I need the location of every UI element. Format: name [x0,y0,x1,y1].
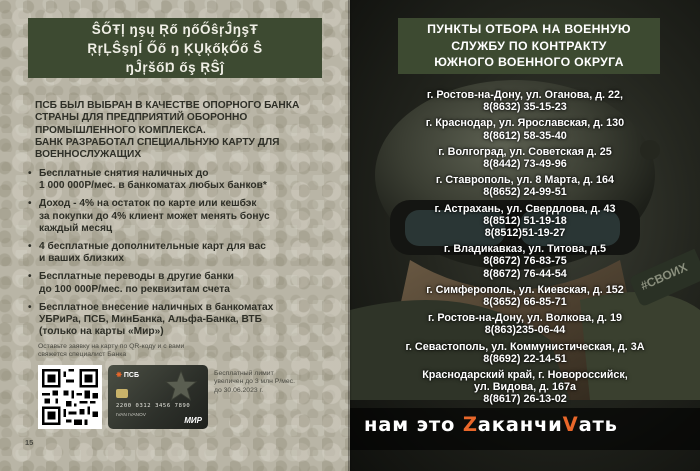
bullet-icon: • [28,198,32,210]
benefit-item [27,271,327,295]
qr-note [38,343,258,360]
benefit-item [27,198,327,235]
address-item [350,146,700,170]
benefits-list [27,168,327,344]
address-line: г. Севастополь, ул. Коммунистическая, д. 3А [405,340,645,353]
bank-logo-text: ПСБ [123,372,139,379]
left-banner-line: ŋĴŗšőŊ őş ŖŜĵ [125,60,225,75]
benefit-line: (только на карты «Мир») [39,326,164,338]
phone-line: 8(8442) 73-49-96 [483,158,567,171]
slogan-accent: Z [462,413,478,436]
benefit-line: Бесплатное внесение наличных в банкоматах [39,301,274,313]
bullet-icon: • [28,301,32,313]
card-number: 2200 0312 3456 7890 [116,403,191,409]
phone-line: 8(8692) 22-14-51 [483,352,567,365]
intro-line: СТРАНЫ ДЛЯ ПРЕДПРИЯТИЙ ОБОРОННО [35,112,248,124]
address-line: г. Краснодар, ул. Ярославская, д. 130 [425,117,625,130]
intro-line: БАНК РАЗРАБОТАЛ СПЕЦИАЛЬНУЮ КАРТУ ДЛЯ [35,136,280,148]
benefit-line: Доход - 4% на остаток по карте или кешбэк [39,198,257,210]
bank-card [108,365,208,429]
benefit-line: и ваших близких [39,253,125,265]
slogan-part: ать [578,413,618,436]
right-banner-line: ЮЖНОГО ВОЕННОГО ОКРУГА [434,55,624,69]
benefit-line: до 100 000Р/мес. по реквизитам счета [39,283,230,295]
slogan [364,413,618,436]
qr-code-icon [42,369,98,425]
slogan-accent: V [562,413,579,436]
bank-logo-icon: ❋ [116,372,122,379]
addresses-list [350,89,700,410]
benefit-item [27,168,327,192]
bank-logo [116,371,139,379]
qr-code[interactable] [38,365,102,429]
right-banner [398,18,660,74]
phone-line: 8(8632) 35-15-23 [483,101,567,114]
mir-logo: МИР [184,416,202,425]
left-banner-line: ŜŐŦļ ŋşų Ŗő ŋőŐŝŗĴŋşŦ [91,22,259,37]
card-holder: IVAN IVANOV [116,413,146,418]
address-line: г. Ростов-на-Дону, ул. Оганова, д. 22, [426,89,624,101]
address-item [350,243,700,280]
limit-line: Бесплатный лимит [214,370,274,377]
bullet-icon: • [28,271,32,283]
address-item [350,341,700,365]
limit-line: увеличен до 3 млн Р/мес. [214,378,295,386]
limit-note [214,370,334,395]
intro-line: ВОЕННОСЛУЖАЩИХ [35,149,142,161]
benefit-line: 1 000 000Р/мес. в банкоматах любых банков* [39,180,267,192]
bullet-icon: • [28,168,32,179]
benefit-line: 4 бесплатные дополнительные карт для вас [39,241,266,253]
intro-line: ПСБ БЫЛ ВЫБРАН В КАЧЕСТВЕ ОПОРНОГО БАНКА [35,100,300,111]
address-line: Краснодарский край, г. Новороссийск, [422,369,628,382]
address-line: г. Владикавказ, ул. Титова, д.5 [443,243,607,256]
benefit-line: УБРиРа, ПСБ, МинБанка, Альфа-Банка, ВТБ [39,314,262,326]
phone-line: 8(8652) 24-99-51 [483,186,567,199]
benefit-line: за покупки до 4% клиент может менять бонус [39,210,270,222]
benefit-line: Бесплатные переводы в другие банки [39,271,234,283]
address-item [350,203,700,240]
slogan-part: нам это [364,413,463,436]
address-line: ул. Видова, д. 167а [474,381,576,394]
address-line: г. Астрахань, ул. Свердлова, д. 43 [434,202,616,215]
address-item [350,369,700,406]
benefit-item [27,302,327,339]
right-banner-line: ПУНКТЫ ОТБОРА НА ВОЕННУЮ [427,22,631,36]
page-gutter [348,0,352,471]
right-banner-line: СЛУЖБУ ПО КОНТРАКТУ [451,38,607,53]
page-number: 15 [25,438,34,447]
address-line: г. Волгоград, ул. Советская д. 25 [438,145,612,158]
address-line: г. Симферополь, ул. Киевская, д. 152 [426,283,624,296]
limit-line: до 30.06.2023 г. [214,386,264,394]
phone-line: 8(8617) 26-13-02 [483,393,567,406]
address-item [350,284,700,308]
patch-badge: #СВОИХ [629,249,700,308]
left-banner [28,18,322,78]
qr-note-line: Оставьте заявку на карту по QR-коду и с вами [38,343,185,350]
address-item [350,89,700,113]
benefit-line: Бесплатные снятия наличных до [39,168,209,179]
address-line: г. Ростов-на-Дону, ул. Волкова, д. 19 [428,312,622,325]
intro-text [35,100,335,161]
phone-line: 8(8612) 58-35-40 [483,129,567,142]
phone-line: 8(863)235-06-44 [484,324,566,337]
phone-line: 8(8672) 76-83-75 [483,255,567,268]
phone-line: 8(8512) 51-19-18 [483,214,567,227]
address-item [350,117,700,141]
left-banner-line: ŖŗĻŜşŋĺ Őő ŋ ĶŲķőķŐő Ŝ [87,41,263,56]
benefit-item [27,241,327,265]
army-star-icon [164,369,198,403]
address-item [350,174,700,198]
phone-line: 8(8672) 76-44-54 [483,267,567,280]
qr-note-line: свяжется специалист Банка [38,351,127,359]
address-item [350,312,700,336]
phone-line: 8(3652) 66-85-71 [483,296,567,309]
right-page [350,0,700,471]
phone-line: 8(8512)51-19-27 [484,227,566,240]
card-chip-icon [116,389,128,398]
bullet-icon: • [28,241,32,253]
intro-line: ПРОМЫШЛЕННОГО КОМПЛЕКСА. [35,124,206,136]
slogan-part: аканчи [477,413,563,436]
address-line: г. Ставрополь, ул. 8 Марта, д. 164 [435,174,615,187]
benefit-line: каждый месяц [39,222,113,234]
